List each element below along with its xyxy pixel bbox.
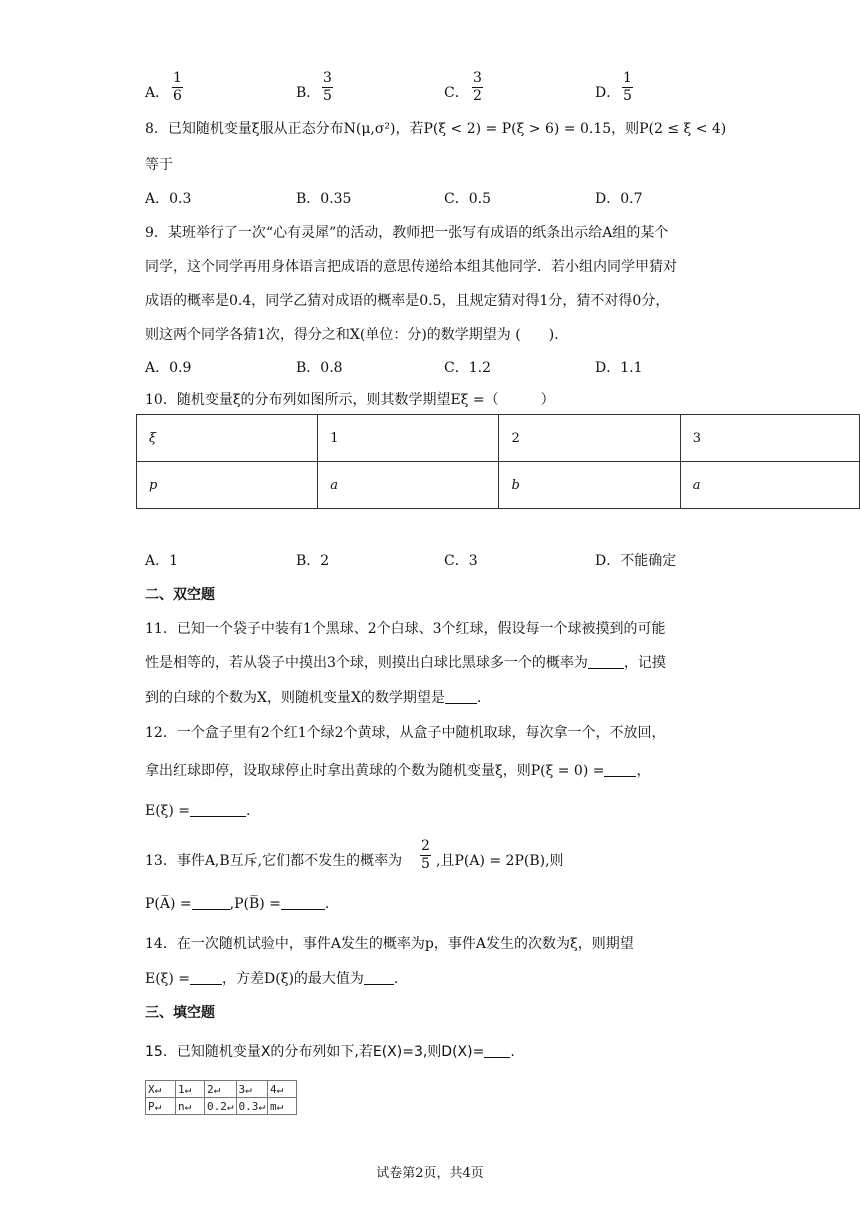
- table-cell: a: [318, 462, 499, 509]
- q9-option-c: C．1.2: [444, 360, 491, 376]
- table-cell: X↵: [146, 1081, 176, 1098]
- denominator: 5: [323, 88, 332, 104]
- q10-option-a: A．1: [145, 553, 179, 569]
- table-cell: 1↵: [176, 1081, 205, 1098]
- q12-text: 拿出红球即停，设取球停止时拿出黄球的个数为随机变量ξ，则P(ξ = 0) =: [145, 763, 605, 779]
- q8-stem-line2: 等于: [145, 157, 173, 173]
- table-row: [146, 1081, 297, 1098]
- q8-option-a: A．0.3: [145, 191, 192, 207]
- table-cell: p: [137, 462, 318, 509]
- q14-text: E(ξ) =: [145, 971, 191, 987]
- q15-text: .: [510, 1044, 515, 1060]
- q10-option-c: C．3: [444, 553, 478, 569]
- denominator: 5: [421, 856, 430, 872]
- q14-stem-line1: 14．在一次随机试验中，事件A发生的概率为p，事件A发生的次数为ξ，则期望: [145, 936, 634, 952]
- option-label: A．: [145, 85, 170, 101]
- answer-blank[interactable]: [604, 762, 636, 777]
- q10-option-b: B．2: [296, 553, 330, 569]
- table-cell: 0.2↵: [205, 1098, 237, 1115]
- numerator: 3: [473, 70, 482, 86]
- q7-option-b: [296, 82, 320, 102]
- answer-blank[interactable]: [588, 654, 624, 669]
- numerator: 3: [323, 70, 332, 86]
- q11-text: 到的白球的个数为X，则随机变量X的数学期望是: [145, 690, 445, 706]
- q7-option-c: [444, 82, 469, 102]
- q15-stem: [145, 1041, 515, 1061]
- q9-stem-line2: 同学，这个同学再用身体语言把成语的意思传递给本组其他同学．若小组内同学甲猜对: [145, 259, 677, 275]
- section-heading-double-blank: 二、双空题: [145, 587, 215, 603]
- q15-distribution-table: [145, 1080, 297, 1115]
- q13-stem-line1-part1: 13．事件A,B互斥,它们都不发生的概率为: [145, 853, 403, 869]
- q13-text: P(A̅) =: [145, 896, 192, 912]
- table-cell: 3↵: [236, 1081, 268, 1098]
- table-cell: 2: [499, 415, 680, 462]
- q11-text: ，记摸: [623, 655, 666, 671]
- denominator: 5: [623, 88, 632, 104]
- q11-stem-line2: [145, 652, 666, 672]
- answer-blank[interactable]: [190, 802, 246, 817]
- q14-stem-line2: [145, 968, 398, 988]
- q7-option-a: [145, 82, 169, 102]
- table-row: [146, 1098, 297, 1115]
- table-cell: a: [680, 462, 859, 509]
- q9-option-d: D．1.1: [595, 360, 643, 376]
- table-cell: b: [499, 462, 680, 509]
- q8-stem-line1: 8．已知随机变量ξ服从正态分布N(μ,σ²)，若P(ξ < 2) = P(ξ > 6) = 0.15，则P(2 ≤ ξ < 4): [145, 121, 727, 137]
- table-cell: 0.3↵: [236, 1098, 268, 1115]
- q10-distribution-table: [136, 414, 860, 509]
- denominator: 6: [173, 88, 182, 104]
- q14-text: .: [393, 971, 399, 987]
- q7-option-d-fraction: [622, 70, 633, 105]
- table-row: [137, 462, 860, 509]
- answer-blank[interactable]: [364, 970, 394, 985]
- q15-text: 15．已知随机变量X的分布列如下,若E(X)=3,则D(X)=: [145, 1044, 485, 1060]
- q13-fraction: [420, 838, 431, 873]
- table-cell: 4↵: [268, 1081, 297, 1098]
- q8-option-b: B．0.35: [296, 191, 352, 207]
- q9-option-a: A．0.9: [145, 360, 192, 376]
- q11-stem-line3: [145, 687, 481, 707]
- q14-text: ，方差D(ξ)的最大值为: [222, 971, 364, 987]
- q11-text: 性是相等的，若从袋子中摸出3个球，则摸出白球比黑球多一个的概率为: [145, 655, 588, 671]
- q12-text: ，: [636, 763, 651, 779]
- q11-text: .: [476, 690, 482, 706]
- answer-blank[interactable]: [192, 895, 230, 910]
- table-cell: n↵: [176, 1098, 205, 1115]
- q13-text: .: [324, 896, 330, 912]
- numerator: 1: [173, 70, 182, 86]
- table-cell: 3: [680, 415, 859, 462]
- q7-option-c-fraction: [472, 70, 483, 105]
- q12-text: .: [246, 803, 251, 819]
- option-label: B．: [296, 85, 321, 101]
- page-footer: 试卷第2页，共4页: [376, 1166, 484, 1181]
- section-heading-fill-blank: 三、填空题: [145, 1005, 215, 1021]
- q13-stem-line1-part2: ,且P(A) = 2P(B),则: [436, 853, 564, 869]
- table-cell: 2↵: [205, 1081, 237, 1098]
- table-cell: m↵: [268, 1098, 297, 1115]
- table-cell: 1: [318, 415, 499, 462]
- answer-blank[interactable]: [190, 970, 222, 985]
- q9-option-b: B．0.8: [296, 360, 343, 376]
- q12-stem-line2: [145, 760, 650, 780]
- q9-stem-line3: 成语的概率是0.4，同学乙猜对成语的概率是0.5，且规定猜对得1分，猜不对得0分，: [145, 293, 670, 309]
- numerator: 1: [623, 70, 632, 86]
- q13-stem-line2: [145, 895, 329, 912]
- q12-stem-line1: 12．一个盒子里有2个红1个绿2个黄球，从盒子中随机取球，每次拿一个，不放回，: [145, 725, 666, 741]
- numerator: 2: [421, 838, 430, 854]
- option-label: C．: [444, 85, 469, 101]
- answer-blank[interactable]: [445, 689, 477, 704]
- q10-stem: 10．随机变量ξ的分布列如图所示，则其数学期望Eξ =（ ）: [145, 392, 555, 408]
- q9-stem-line4: 则这两个同学各猜1次，得分之和X(单位：分)的数学期望为 ( ).: [145, 327, 559, 343]
- q9-stem-line1: 9．某班举行了一次“心有灵犀”的活动，教师把一张写有成语的纸条出示给A组的某个: [145, 225, 669, 241]
- answer-blank[interactable]: [484, 1043, 510, 1058]
- q13-text: ,P(B̅) =: [229, 896, 281, 912]
- q7-option-a-fraction: [172, 70, 183, 105]
- answer-blank[interactable]: [281, 895, 325, 910]
- table-row: [137, 415, 860, 462]
- table-cell: P↵: [146, 1098, 176, 1115]
- q12-text: E(ξ) =: [145, 803, 191, 819]
- q8-option-d: D．0.7: [595, 191, 643, 207]
- q7-option-b-fraction: [322, 70, 333, 105]
- denominator: 2: [473, 88, 482, 104]
- q12-stem-line3: [145, 802, 251, 819]
- option-label: D．: [595, 85, 621, 101]
- q10-option-d: D．不能确定: [595, 553, 677, 569]
- q7-option-d: [595, 82, 620, 102]
- table-cell: ξ: [137, 415, 318, 462]
- q11-stem-line1: 11．已知一个袋子中装有1个黑球、2个白球、3个红球，假设每一个球被摸到的可能: [145, 621, 666, 637]
- q8-option-c: C．0.5: [444, 191, 491, 207]
